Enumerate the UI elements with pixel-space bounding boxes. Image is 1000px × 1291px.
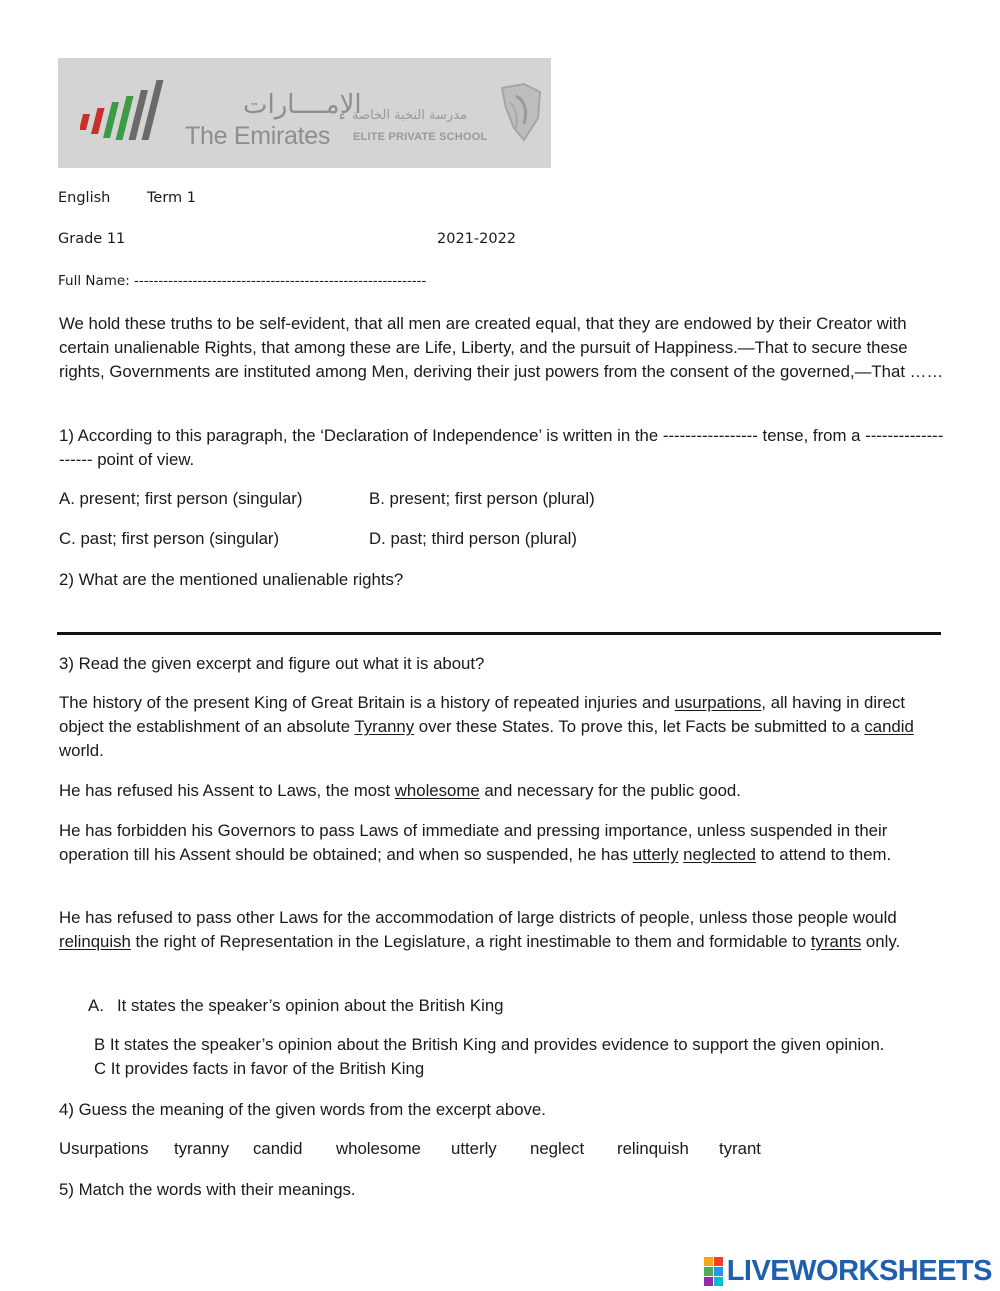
school-arabic-name: مدرسة النخبة الخاصة xyxy=(352,108,467,123)
vocab-word-tyranny: Tyranny xyxy=(354,717,415,736)
excerpt-text: He has refused his Assent to Laws, the most xyxy=(59,781,395,800)
liveworksheets-brand: LIVEWORKSHEETS xyxy=(726,1254,992,1287)
vocab-word-tyrants: tyrants xyxy=(810,932,862,951)
excerpt-text: The history of the present King of Great Britain is a history of repeated injuries and xyxy=(59,693,675,712)
q3-option-a[interactable]: It states the speaker’s opinion about the British King xyxy=(117,996,504,1015)
vocab-word-4: wholesome xyxy=(336,1139,421,1158)
question-2: 2) What are the mentioned unalienable rights? xyxy=(59,570,404,589)
emirates-arabic-name: الإمــــارات xyxy=(243,90,362,120)
excerpt-text: only. xyxy=(861,932,901,951)
emirates-flag-stripes-icon xyxy=(80,70,180,150)
excerpt-paragraph-4 xyxy=(59,906,944,954)
vocab-word-8: tyrant xyxy=(719,1139,761,1158)
excerpt-text: to attend to them. xyxy=(755,845,892,864)
liveworksheets-grid-icon xyxy=(704,1257,723,1286)
school-header-banner xyxy=(58,58,551,168)
full-name-field[interactable]: Full Name: ------------------------------------------------------------ xyxy=(58,273,427,289)
vocab-word-wholesome: wholesome xyxy=(394,781,480,800)
vocab-word-utterly: utterly xyxy=(632,845,679,864)
excerpt-text: world. xyxy=(59,741,104,760)
question-1: 1) According to this paragraph, the ‘Declaration of Independence’ is written in the ----------------- tense, from a -------------------- point of view. xyxy=(59,426,944,469)
declaration-passage: We hold these truths to be self-evident, that all men are created equal, that they are endowed by their Creator with certain unalienable Rights, that among these are Life, Liberty, and the pursuit of Happiness.—That to secure these rights, Governments are instituted among Men, deriving their just powers from the consent of the governed,—That …… xyxy=(59,314,944,381)
question-3: 3) Read the given excerpt and figure out what it is about? xyxy=(59,654,485,673)
vocab-word-usurpations: usurpations xyxy=(674,693,762,712)
q3-option-a-letter: A. xyxy=(88,996,104,1015)
q1-option-d[interactable]: D. past; third person (plural) xyxy=(369,529,577,548)
vocab-word-5: utterly xyxy=(451,1139,497,1158)
q1-option-b[interactable]: B. present; first person (plural) xyxy=(369,489,595,508)
school-crest-icon xyxy=(494,78,546,150)
school-name: ELITE PRIVATE SCHOOL xyxy=(353,131,488,143)
excerpt-text: the right of Representation in the Legislature, a right inestimable to them and formidable to xyxy=(130,932,811,951)
term-label: Term 1 xyxy=(147,190,196,206)
excerpt-text: , all having in direct object the establishment of an absolute xyxy=(59,693,906,736)
subject-label: English xyxy=(58,190,111,206)
vocab-word-6: neglect xyxy=(530,1139,585,1158)
excerpt-text: He has refused to pass other Laws for the accommodation of large districts of people, unless those people would xyxy=(59,908,897,927)
q3-option-c[interactable]: C It provides facts in favor of the British King xyxy=(94,1059,425,1078)
grade-label: Grade 11 xyxy=(58,231,126,247)
question-5: 5) Match the words with their meanings. xyxy=(59,1180,356,1199)
vocab-word-neglected: neglected xyxy=(683,845,756,864)
excerpt-text: He has forbidden his Governors to pass Laws of immediate and pressing importance, unless suspended in their operation till his Assent should be obtained; and when so suspended, he has xyxy=(59,821,888,864)
excerpt-text: over these States. To prove this, let Facts be submitted to a xyxy=(414,717,865,736)
school-year-label: 2021-2022 xyxy=(437,231,517,247)
q1-option-a[interactable]: A. present; first person (singular) xyxy=(59,489,303,508)
question-4: 4) Guess the meaning of the given words from the excerpt above. xyxy=(59,1100,546,1119)
vocab-word-7: relinquish xyxy=(617,1139,689,1158)
answer-line-divider[interactable] xyxy=(57,632,941,635)
vocab-word-candid: candid xyxy=(864,717,914,736)
q3-option-b[interactable]: B It states the speaker’s opinion about the British King and provides evidence to support the given opinion. xyxy=(94,1035,885,1054)
liveworksheets-logo[interactable] xyxy=(704,1256,992,1286)
vocab-word-2: tyranny xyxy=(174,1139,230,1158)
vocab-word-1: Usurpations xyxy=(59,1139,149,1158)
excerpt-text: and necessary for the public good. xyxy=(479,781,741,800)
excerpt-paragraph-2 xyxy=(59,779,944,803)
emirates-name: The Emirates xyxy=(185,122,331,150)
excerpt-paragraph-1 xyxy=(59,691,944,763)
q1-option-c[interactable]: C. past; first person (singular) xyxy=(59,529,280,548)
vocab-word-relinquish: relinquish xyxy=(59,932,131,951)
vocab-word-3: candid xyxy=(253,1139,303,1158)
excerpt-paragraph-3 xyxy=(59,819,944,867)
